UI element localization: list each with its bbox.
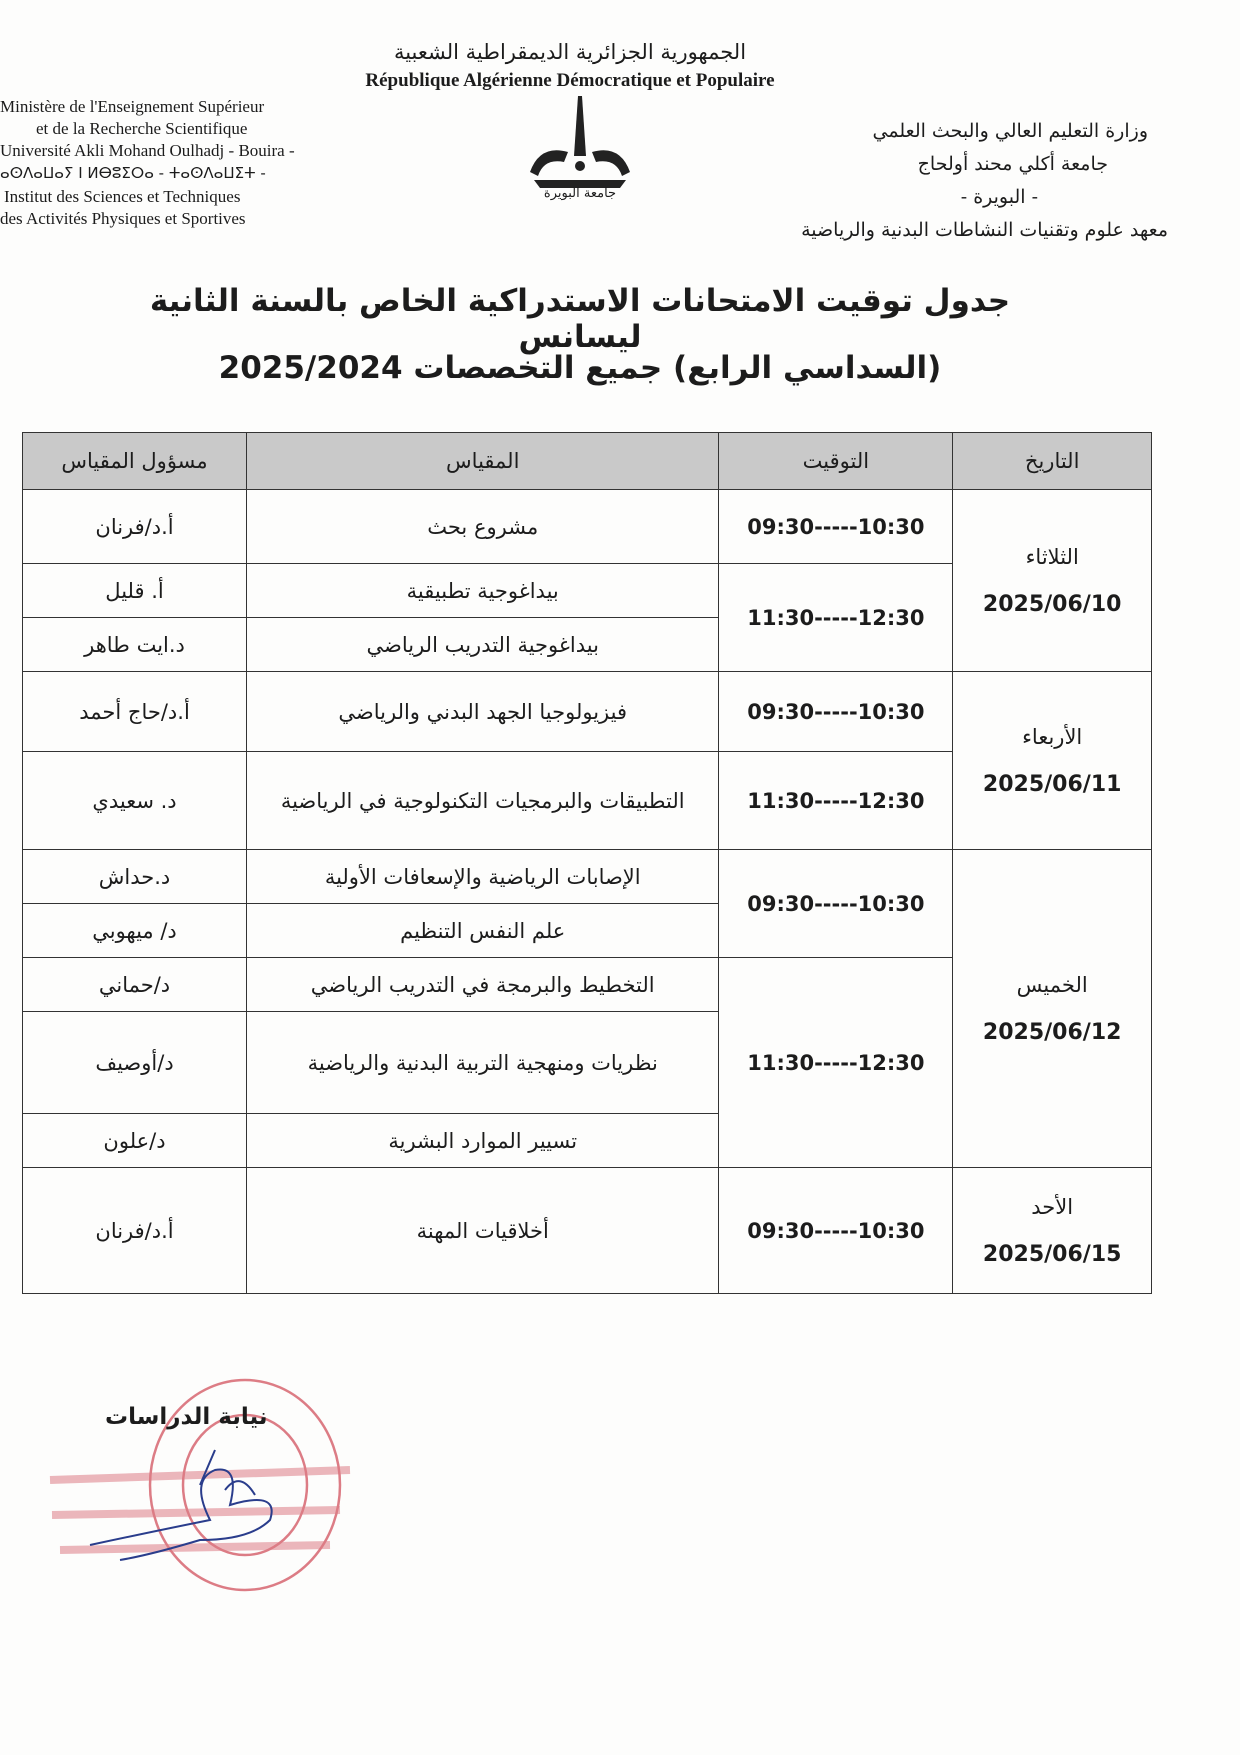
responsible-cell: د/علون: [23, 1114, 247, 1168]
day-cell: [953, 850, 1152, 1168]
header-responsible: مسؤول المقياس: [23, 433, 247, 490]
university-line: Université Akli Mohand Oulhadj - Bouira -: [0, 141, 295, 160]
day-date: 2025/06/10: [982, 591, 1122, 617]
table-header-row: [23, 433, 1152, 490]
table-row: [23, 850, 1152, 904]
module-cell: تسيير الموارد البشرية: [247, 1114, 719, 1168]
day-cell: [953, 672, 1152, 850]
responsible-cell: أ. قليل: [23, 564, 247, 618]
module-cell: أخلاقيات المهنة: [247, 1168, 719, 1294]
time-cell: 09:30-----10:30: [719, 490, 953, 564]
signature-title: نيابة الدراسات: [105, 1404, 268, 1430]
document-subtitle: (السداسي الرابع) جميع التخصصات 2025/2024: [218, 350, 942, 386]
institute-arabic: معهد علوم وتقنيات النشاطات البدنية والرياضية: [801, 219, 1168, 241]
institute-line-2: des Activités Physiques et Sportives: [0, 209, 246, 228]
day-cell: [953, 490, 1152, 672]
table-row: [23, 672, 1152, 752]
responsible-cell: أ.د/فرنان: [23, 490, 247, 564]
university-arabic: جامعة أكلي محند أولحاج: [917, 153, 1108, 175]
module-cell: التطبيقات والبرمجيات التكنولوجية في الرياضية: [247, 752, 719, 850]
time-cell: 11:30-----12:30: [719, 958, 953, 1168]
header-time: التوقيت: [719, 433, 953, 490]
day-name: الثلاثاء: [1025, 544, 1079, 569]
logo-caption: جامعة البويرة: [543, 186, 617, 201]
module-cell: مشروع بحث: [247, 490, 719, 564]
table-row: [23, 490, 1152, 564]
time-cell: 11:30-----12:30: [719, 752, 953, 850]
responsible-cell: أ.د/حاج أحمد: [23, 672, 247, 752]
day-date: 2025/06/11: [982, 771, 1122, 797]
ministry-line-2: et de la Recherche Scientifique: [36, 119, 248, 138]
module-cell: الإصابات الرياضية والإسعافات الأولية: [247, 850, 719, 904]
exam-schedule-table: [22, 432, 1152, 1294]
header-arabic-republic: الجمهورية الجزائرية الديمقراطية الشعبية: [393, 40, 747, 64]
day-name: الأحد: [1031, 1194, 1074, 1219]
institute-line-1: Institut des Sciences et Techniques: [4, 187, 241, 206]
module-cell: نظريات ومنهجية التربية البدنية والرياضية: [247, 1012, 719, 1114]
header-french-block: [0, 96, 420, 230]
responsible-cell: د. سعيدي: [23, 752, 247, 850]
responsible-cell: د/أوصيف: [23, 1012, 247, 1114]
module-cell: بيداغوجية التدريب الرياضي: [247, 618, 719, 672]
header-module: المقياس: [247, 433, 719, 490]
module-cell: التخطيط والبرمجة في التدريب الرياضي: [247, 958, 719, 1012]
responsible-cell: أ.د/فرنان: [23, 1168, 247, 1294]
day-cell: [953, 1168, 1152, 1294]
time-cell: 09:30-----10:30: [719, 672, 953, 752]
university-tifinagh-line: ⴰⵙⴷⴰⵡⴰⵢ ⵏ ⵍⴱⵓⵉⵔⴰ - ⵜⴰⵙⴷⴰⵡⵉⵜ -: [0, 164, 266, 182]
responsible-cell: د.ايت طاهر: [23, 618, 247, 672]
time-cell: 09:30-----10:30: [719, 850, 953, 958]
module-cell: علم النفس التنظيم: [247, 904, 719, 958]
module-cell: بيداغوجية تطبيقية: [247, 564, 719, 618]
responsible-cell: د.حداش: [23, 850, 247, 904]
table-row: [23, 1168, 1152, 1294]
module-cell: فيزيولوجيا الجهد البدني والرياضي: [247, 672, 719, 752]
city-arabic: - البويرة -: [960, 186, 1038, 208]
header-french-republic: République Algérienne Démocratique et Populaire: [365, 70, 775, 91]
responsible-cell: د/حماني: [23, 958, 247, 1012]
ministry-line-1: Ministère de l'Enseignement Supérieur: [0, 97, 265, 116]
header-date: التاريخ: [953, 433, 1152, 490]
time-cell: 09:30-----10:30: [719, 1168, 953, 1294]
day-date: 2025/06/12: [982, 1019, 1122, 1045]
document-title: جدول توقيت الامتحانات الاستدراكية الخاص بالسنة الثانية ليسانس: [149, 283, 1011, 355]
day-name: الأربعاء: [1022, 724, 1083, 749]
time-cell: 11:30-----12:30: [719, 564, 953, 672]
header-arabic-block: [728, 115, 1168, 247]
ministry-arabic: وزارة التعليم العالي والبحث العلمي: [872, 120, 1148, 142]
responsible-cell: د/ ميهوبي: [23, 904, 247, 958]
day-date: 2025/06/15: [982, 1241, 1122, 1267]
day-name: الخميس: [1016, 972, 1088, 997]
